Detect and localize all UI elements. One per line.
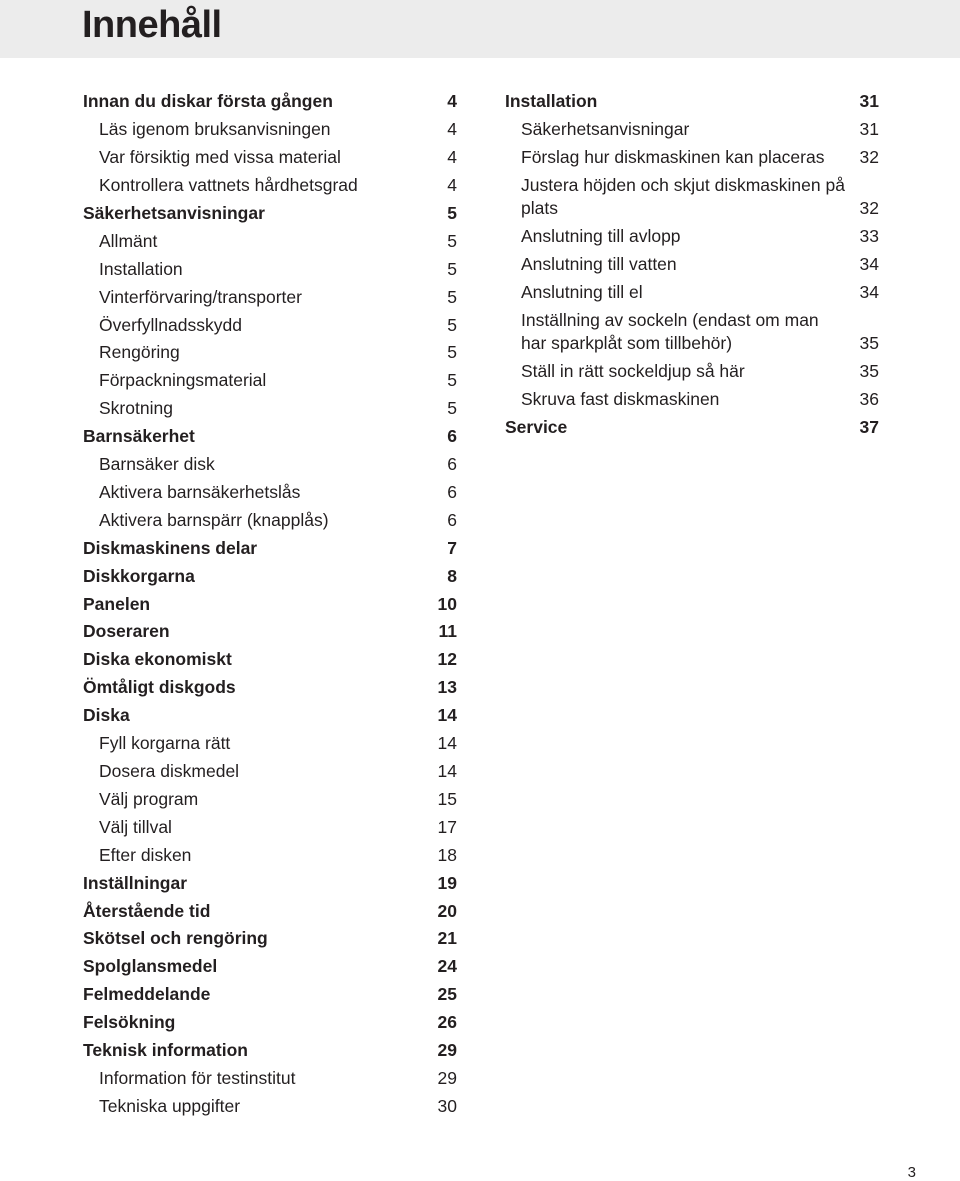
toc-entry-page: 5 — [447, 314, 457, 335]
toc-entry-title: Diskkorgarna — [83, 565, 195, 586]
toc-entry-page: 34 — [859, 254, 879, 275]
toc-subsection[interactable] — [83, 451, 457, 479]
toc-section[interactable] — [83, 702, 457, 730]
toc-subsection[interactable] — [83, 814, 457, 842]
toc-entry-page: 5 — [447, 342, 457, 363]
toc-subsection[interactable] — [83, 116, 457, 144]
toc-entry-title: Allmänt — [99, 230, 158, 251]
toc-entry-title: Välj program — [99, 788, 199, 809]
toc-entry-page: 35 — [859, 361, 879, 382]
toc-entry-page: 5 — [447, 398, 457, 419]
toc-entry-title: Felmeddelande — [83, 984, 211, 1005]
toc-subsection[interactable] — [83, 479, 457, 507]
toc-entry-title: Säkerhetsanvisningar — [83, 202, 265, 223]
toc-subsection[interactable] — [83, 144, 457, 172]
toc-entry-page: 20 — [437, 900, 457, 921]
toc-subsection[interactable] — [505, 358, 879, 386]
toc-entry-page: 26 — [437, 1012, 457, 1033]
toc-entry-page: 36 — [859, 389, 879, 410]
toc-entry-title: Förslag hur diskmaskinen kan placeras — [521, 147, 825, 168]
toc-subsection[interactable] — [83, 339, 457, 367]
toc-entry-page: 30 — [437, 1095, 457, 1116]
toc-entry-title: Anslutning till vatten — [521, 254, 677, 275]
toc-entry-page: 4 — [447, 147, 457, 168]
toc-entry-title: Kontrollera vattnets hårdhetsgrad — [99, 174, 358, 195]
toc-entry-title: Aktivera barnsäkerhetslås — [99, 481, 301, 502]
toc-section[interactable] — [83, 1037, 457, 1065]
toc-subsection[interactable] — [83, 367, 457, 395]
toc-entry-title: Diskmaskinens delar — [83, 537, 258, 558]
toc-entry-page: 29 — [437, 1067, 457, 1088]
toc-subsection[interactable] — [505, 279, 879, 307]
toc-entry-page: 33 — [859, 226, 879, 247]
toc-entry-title: Barnsäker disk — [99, 454, 215, 475]
toc-entry-title: Återstående tid — [83, 900, 211, 921]
toc-subsection[interactable] — [83, 758, 457, 786]
toc-entry-title: Diska — [83, 705, 130, 726]
toc-entry-page: 5 — [447, 370, 457, 391]
toc-entry-title: Doseraren — [83, 621, 170, 642]
toc-section[interactable] — [83, 925, 457, 953]
toc-entry-page: 21 — [437, 928, 457, 949]
toc-entry-page: 6 — [447, 426, 457, 447]
toc-entry-title: Skruva fast diskmaskinen — [521, 389, 720, 410]
toc-section[interactable] — [83, 953, 457, 981]
page-title: Innehåll — [82, 4, 222, 46]
toc-entry-page: 4 — [447, 91, 457, 112]
toc-entry-page: 34 — [859, 282, 879, 303]
toc-entry-title: Tekniska uppgifter — [99, 1095, 241, 1116]
toc-subsection[interactable] — [505, 116, 879, 144]
toc-entry-title: Aktivera barnspärr (knapplås) — [99, 509, 329, 530]
toc-entry-page: 32 — [859, 147, 879, 168]
toc-entry-page: 5 — [447, 202, 457, 223]
toc-subsection[interactable] — [505, 223, 879, 251]
toc-entry-title: Installation — [99, 258, 183, 279]
toc-entry-page: 24 — [437, 956, 457, 977]
toc-entry-page: 25 — [437, 984, 457, 1005]
toc-entry-title: Vinterförvaring/transporter — [99, 286, 302, 307]
toc-section[interactable] — [83, 981, 457, 1009]
toc-entry-title: Diska ekonomiskt — [83, 649, 232, 670]
toc-entry-title: Efter disken — [99, 844, 192, 865]
toc-entry-title: Panelen — [83, 593, 151, 614]
toc-entry-title: Anslutning till el — [521, 282, 643, 303]
toc-entry-title: Skötsel och rengöring — [83, 928, 268, 949]
toc-entry-title: Läs igenom bruksanvisningen — [99, 119, 331, 140]
toc-subsection[interactable] — [83, 730, 457, 758]
toc-entry-title: Felsökning — [83, 1012, 176, 1033]
toc-entry-page: 5 — [447, 230, 457, 251]
toc-entry-page: 19 — [437, 872, 457, 893]
toc-subsection[interactable] — [83, 395, 457, 423]
toc-section[interactable] — [83, 674, 457, 702]
toc-entry-title: Inställning av sockeln (endast om man har sparkplåt som tillbehör) — [521, 310, 819, 354]
toc-entry-title: Inställningar — [83, 872, 188, 893]
toc-entry-title: Ställ in rätt sockeldjup så här — [521, 361, 745, 382]
toc-section[interactable] — [83, 646, 457, 674]
toc-entry-page: 37 — [859, 417, 879, 438]
toc-subsection[interactable] — [505, 144, 879, 172]
toc-section[interactable] — [83, 423, 457, 451]
toc-subsection[interactable] — [83, 311, 457, 339]
toc-entry-title: Förpackningsmaterial — [99, 370, 267, 391]
toc-entry-title: Säkerhetsanvisningar — [521, 119, 690, 140]
toc-entry-page: 14 — [437, 733, 457, 754]
toc-entry-page: 5 — [447, 286, 457, 307]
toc-section[interactable] — [83, 200, 457, 228]
toc-subsection[interactable] — [505, 251, 879, 279]
toc-entry-title: Överfyllnadsskydd — [99, 314, 242, 335]
toc-subsection[interactable] — [83, 841, 457, 869]
toc-section[interactable] — [83, 590, 457, 618]
toc-subsection[interactable] — [83, 172, 457, 200]
toc-entry-page: 6 — [447, 509, 457, 530]
toc-entry-page: 10 — [437, 593, 457, 614]
toc-entry-title: Rengöring — [99, 342, 180, 363]
toc-right-column — [505, 88, 879, 442]
toc-entry-page: 8 — [447, 565, 457, 586]
toc-section[interactable] — [83, 88, 457, 116]
toc-entry-title: Dosera diskmedel — [99, 761, 240, 781]
toc-entry-title: Barnsäkerhet — [83, 426, 195, 447]
title-band — [0, 0, 960, 58]
toc-section[interactable] — [83, 897, 457, 925]
toc-entry-page: 7 — [447, 537, 457, 558]
toc-entry-page: 17 — [437, 816, 457, 837]
toc-left-column — [83, 88, 457, 1121]
toc-entry-page: 11 — [438, 621, 457, 642]
toc-section[interactable] — [83, 535, 457, 563]
toc-entry-page: 6 — [447, 454, 457, 475]
toc-entry-title: Välj tillval — [99, 816, 172, 837]
toc-entry-page: 31 — [859, 91, 879, 112]
toc-entry-title: Innan du diskar första gången — [83, 91, 333, 112]
toc-entry-title: Spolglansmedel — [83, 956, 218, 977]
toc-section[interactable] — [505, 88, 879, 116]
toc-entry-title: Installation — [505, 91, 598, 112]
toc-entry-page: 4 — [447, 174, 457, 195]
toc-subsection[interactable] — [83, 283, 457, 311]
toc-entry-page: 14 — [437, 761, 457, 781]
toc-entry-title: Teknisk information — [83, 1040, 248, 1061]
toc-subsection[interactable] — [83, 1065, 457, 1093]
toc-entry-page: 6 — [447, 481, 457, 502]
toc-subsection[interactable] — [83, 507, 457, 535]
toc-entry-page: 29 — [437, 1040, 457, 1061]
toc-entry-title: Var försiktig med vissa material — [99, 147, 341, 168]
toc-subsection[interactable] — [83, 1093, 457, 1121]
toc-entry-page: 12 — [437, 649, 457, 670]
toc-subsection[interactable] — [505, 172, 879, 223]
toc-entry-page: 15 — [437, 788, 457, 809]
toc-subsection[interactable] — [83, 786, 457, 814]
toc-entry-page: 13 — [437, 677, 457, 698]
toc-entry-page: 35 — [859, 333, 879, 354]
toc-entry-title: Anslutning till avlopp — [521, 226, 681, 247]
page-number: 3 — [907, 1164, 916, 1181]
toc-entry-title: Justera höjden och skjut diskmaskinen på plats — [521, 174, 845, 219]
toc-entry-title: Fyll korgarna rätt — [99, 733, 231, 754]
toc-entry-page: 31 — [859, 119, 879, 140]
toc-entry-title: Service — [505, 417, 568, 438]
toc-section[interactable] — [83, 618, 457, 646]
toc-entry-title: Information för testinstitut — [99, 1067, 296, 1088]
toc-section[interactable] — [83, 562, 457, 590]
toc-entry-page: 18 — [437, 844, 457, 865]
toc-entry-page: 14 — [437, 705, 457, 726]
toc-entry-title: Skrotning — [99, 398, 173, 419]
toc-subsection[interactable] — [505, 307, 879, 358]
toc-entry-page: 4 — [447, 119, 457, 140]
toc-subsection[interactable] — [83, 228, 457, 256]
toc-subsection[interactable] — [505, 386, 879, 414]
toc-section[interactable] — [83, 869, 457, 897]
toc-entry-title: Ömtåligt diskgods — [83, 677, 236, 698]
toc-subsection[interactable] — [83, 255, 457, 283]
toc-section[interactable] — [83, 1009, 457, 1037]
toc-entry-page: 32 — [859, 198, 879, 219]
toc-entry-page: 5 — [447, 258, 457, 279]
toc-section[interactable] — [505, 414, 879, 442]
